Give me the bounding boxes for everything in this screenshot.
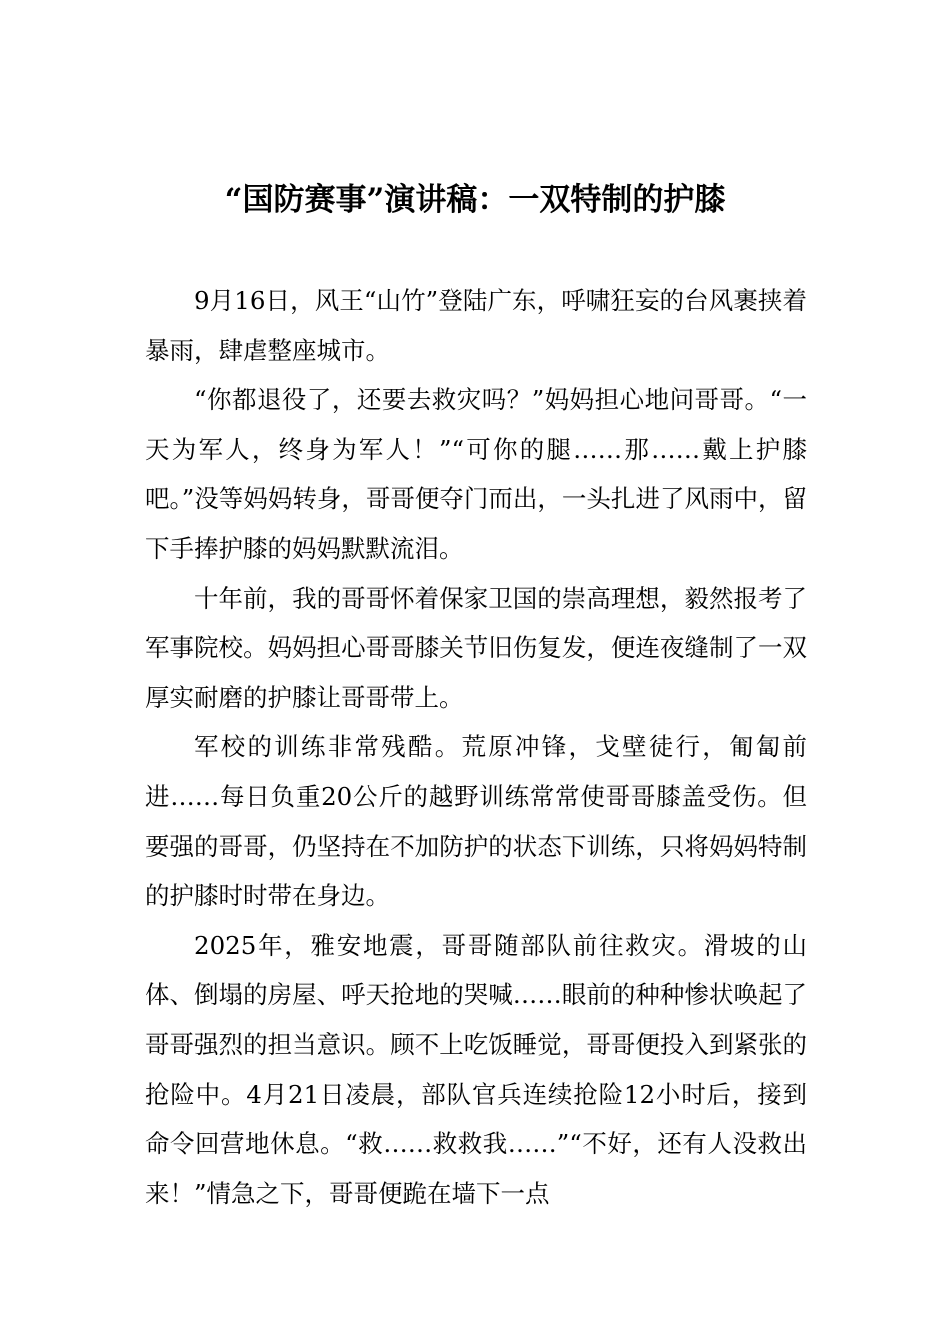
paragraph-3: 十年前，我的哥哥怀着保家卫国的崇高理想，毅然报考了军事院校。妈妈担心哥哥膝关节旧伤复发，便连夜缝制了一双厚实耐磨的护膝让哥哥带上。 bbox=[145, 583, 807, 712]
paragraph-2: “你都退役了，还要去救灾吗？”妈妈担心地问哥哥。“一天为军人，终身为军人！”“可你的腿……那……戴上护膝吧。”没等妈妈转身，哥哥便夺门而出，一头扎进了风雨中，留下手捧护膝的妈妈默默流泪。 bbox=[145, 385, 807, 563]
paragraph-4: 军校的训练非常残酷。荒原冲锋，戈壁徒行，匍匐前进……每日负重20公斤的越野训练常常使哥哥膝盖受伤。但要强的哥哥，仍坚持在不加防护的状态下训练，只将妈妈特制的护膝时时带在身边。 bbox=[145, 732, 807, 911]
paragraph-1: 9月16日，风王“山竹”登陆广东，呼啸狂妄的台风裹挟着暴雨，肆虐整座城市。 bbox=[145, 286, 807, 365]
document-body bbox=[145, 276, 807, 1218]
document-title: “国防赛事”演讲稿：一双特制的护膝 bbox=[224, 182, 726, 218]
paragraph-5: 2025年，雅安地震，哥哥随部队前往救灾。滑坡的山体、倒塌的房屋、呼天抢地的哭喊……眼前的种种惨状唤起了哥哥强烈的担当意识。顾不上吃饭睡觉，哥哥便投入到紧张的抢险中。4月21日凌晨，部队官兵连续抢险12小时后，接到命令回营地休息。“救……救救我……”“不好，还有人没救出来！”情急之下，哥哥便跪在墙下一点 bbox=[145, 930, 807, 1208]
